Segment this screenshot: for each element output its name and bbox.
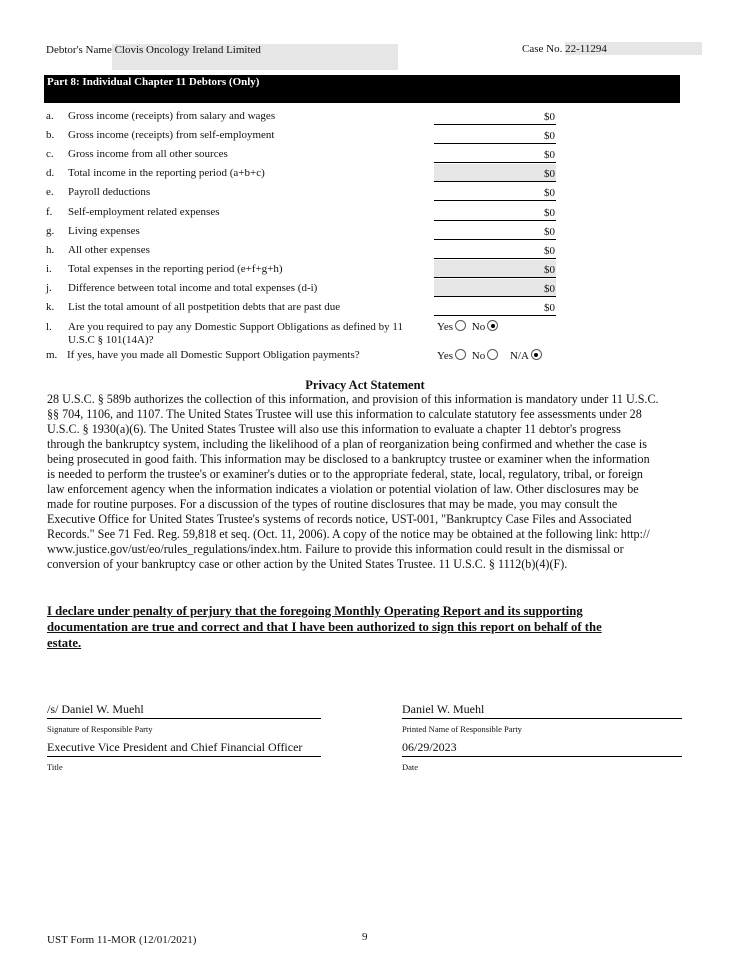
- table-row: a. Gross income (receipts) from salary and wages $0: [46, 107, 566, 126]
- table-row: c. Gross income from all other sources $0: [46, 145, 566, 164]
- question-l-no-radio[interactable]: [487, 320, 498, 331]
- total-income-field: $0: [434, 164, 556, 182]
- privacy-act-body: 28 U.S.C. § 589b authorizes the collection of this information, and provision of this information is mandatory under 11 U.S.C. §§ 704, 1106, and 1107. The United States Trustee will use this information to calculate statutory fee assessments under 28 U.S.C. § 1930(a)(6). The United States Trustee will also use this information to evaluate a chapter 11 debtor's progress through the bankruptcy system, including the likelihood of a plan of reorganization being confirmed and whether the case is being prosecuted in good faith. This information may be disclosed to a bankruptcy trustee or examiner when the information is needed to perform the trustee's or examiner's duties or to the appropriate federal, state, local, regulatory, tribal, or foreign law enforcement agency when the information indicates a violation or potential violation of law. Other disclosures may be made for routine purposes. For a discussion of the types of routine disclosures that may be made, you may consult the Executive Office for United States Trustee's systems of records notice, UST-001, "Bankruptcy Case Files and Associated Records." See 71 Fed. Reg. 59,818 et seq. (Oct. 11, 2006). A copy of the notice may be obtained at the following link: http:// www.justice.gov/ust/eo/rules_regulations/index.htm. Failure to provide this information could result in the dismissal or conversion of your bankruptcy case or other action by the United States Trustee. 11 U.S.C. § 1112(b)(4)(F).: [47, 392, 659, 571]
- table-row: f. Self-employment related expenses $0: [46, 203, 566, 222]
- debtor-name-value: Clovis Oncology Ireland Limited: [114, 44, 261, 56]
- page-number: 9: [362, 931, 368, 943]
- case-number-label: Case No. 22-11294: [522, 43, 607, 55]
- case-number-value: 22-11294: [565, 43, 607, 55]
- past-due-debts-field[interactable]: $0: [434, 298, 556, 316]
- part8-header-bar: [44, 75, 680, 103]
- perjury-declaration: I declare under penalty of perjury that the foregoing Monthly Operating Report and its supporting documentation are true and correct and that I have been authorized to sign this report on behalf of the estate.: [47, 604, 602, 650]
- question-m-options: Yes No N/A: [437, 349, 545, 362]
- question-l-text: Are you required to pay any Domestic Support Obligations as defined by 11 U.S.C § 101(14A)?: [68, 321, 404, 346]
- amount-field[interactable]: $0: [434, 145, 556, 163]
- table-row: i. Total expenses in the reporting period (e+f+g+h) $0: [46, 260, 566, 279]
- question-l-yes-radio[interactable]: [455, 320, 466, 331]
- table-row: k. List the total amount of all postpetition debts that are past due $0: [46, 298, 566, 317]
- table-row: j. Difference between total income and total expenses (d-i) $0: [46, 279, 566, 298]
- total-expenses-field: $0: [434, 260, 556, 278]
- amount-field[interactable]: $0: [434, 126, 556, 144]
- form-identifier: UST Form 11-MOR (12/01/2021): [47, 934, 197, 946]
- amount-field[interactable]: $0: [434, 183, 556, 201]
- amount-field[interactable]: $0: [434, 241, 556, 259]
- table-row: g. Living expenses $0: [46, 222, 566, 241]
- question-l-options: Yes No: [437, 320, 501, 333]
- table-row: h. All other expenses $0: [46, 241, 566, 260]
- amount-field[interactable]: $0: [434, 203, 556, 221]
- privacy-act-title: Privacy Act Statement: [305, 378, 425, 392]
- date-caption: Date: [402, 762, 419, 772]
- difference-field: $0: [434, 279, 556, 297]
- debtor-name-label: Debtor's Name Clovis Oncology Ireland Limited: [46, 44, 261, 56]
- date-field[interactable]: 06/29/2023: [402, 740, 682, 757]
- signature-caption: Signature of Responsible Party: [47, 724, 153, 734]
- question-m-text: If yes, have you made all Domestic Support Obligation payments?: [67, 349, 360, 361]
- printed-name-field[interactable]: Daniel W. Muehl: [402, 702, 682, 719]
- question-m-no-radio[interactable]: [487, 349, 498, 360]
- question-m-na-radio[interactable]: [531, 349, 542, 360]
- table-row: b. Gross income (receipts) from self-employment $0: [46, 126, 566, 145]
- signature-field[interactable]: /s/ Daniel W. Muehl: [47, 702, 321, 719]
- title-caption: Title: [47, 762, 63, 772]
- amount-field[interactable]: $0: [434, 107, 556, 125]
- question-l-letter: l.: [46, 321, 52, 333]
- amount-field[interactable]: $0: [434, 222, 556, 240]
- printed-name-caption: Printed Name of Responsible Party: [402, 724, 522, 734]
- question-m-yes-radio[interactable]: [455, 349, 466, 360]
- part8-title: Part 8: Individual Chapter 11 Debtors (Only): [47, 76, 260, 88]
- title-field[interactable]: Executive Vice President and Chief Financial Officer: [47, 740, 321, 757]
- table-row: e. Payroll deductions $0: [46, 183, 566, 202]
- table-row: d. Total income in the reporting period (a+b+c) $0: [46, 164, 566, 183]
- question-m-letter: m.: [46, 349, 58, 361]
